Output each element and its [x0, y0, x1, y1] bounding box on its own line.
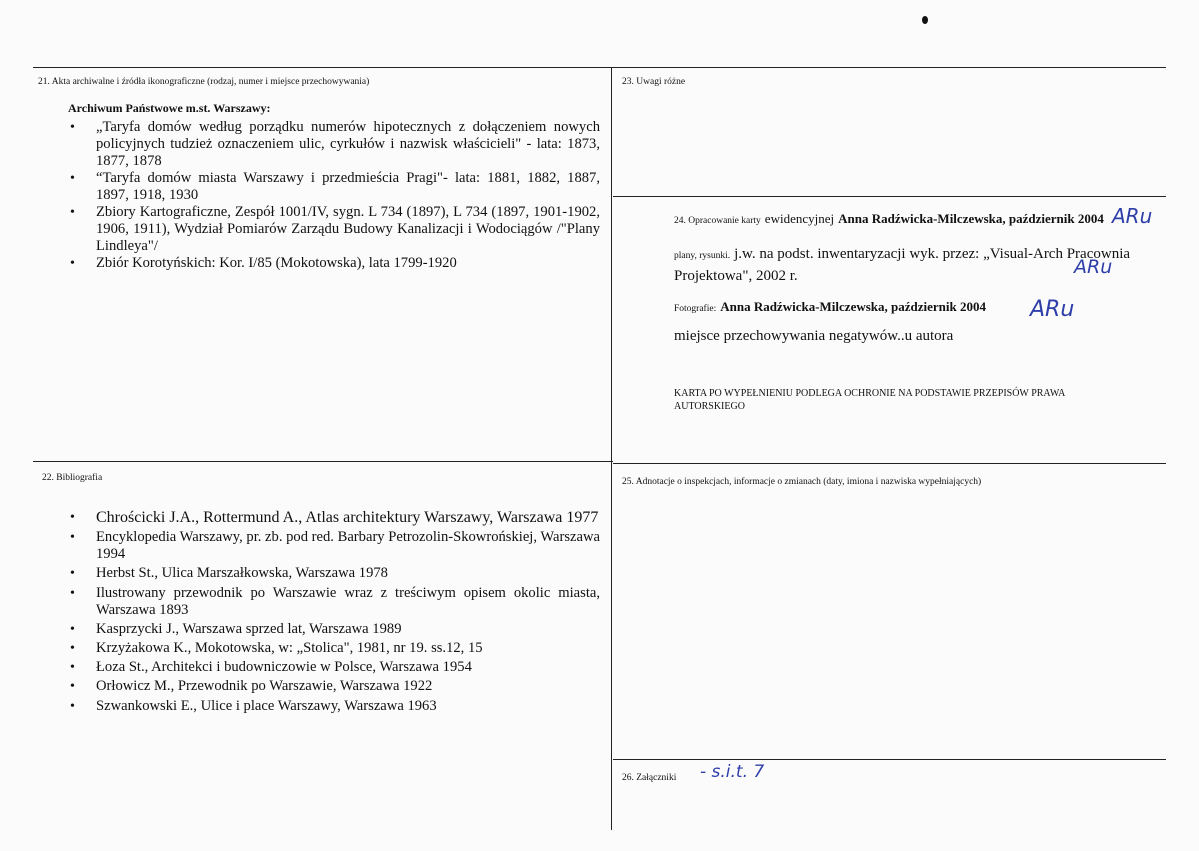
archive-item: • Zbiór Korotyńskich: Kor. I/85 (Mokotowska), lata 1799-1920 — [96, 255, 600, 272]
section-22-label: 22. Bibliografia — [42, 473, 103, 483]
section-21-label: 21. Akta archiwalne i źródła ikonograficzne (rodzaj, numer i miejsce przechowywania) — [38, 77, 370, 87]
bibliography-item: • Orłowicz M., Przewodnik po Warszawie, Warszawa 1922 — [96, 678, 600, 695]
bibliography-item: • Łoza St., Architekci i budowniczowie w Polsce, Warszawa 1954 — [96, 659, 600, 676]
archive-item: • “Taryfa domów miasta Warszawy i przedmieścia Pragi"- lata: 1881, 1882, 1887, 1897, 1918, 1930 — [96, 170, 600, 204]
photos-label: Fotografie: — [674, 304, 717, 314]
plans-label: plany, rysunki. — [674, 251, 731, 261]
bibliography-item: • Szwankowski E., Ulice i place Warszawy, Warszawa 1963 — [96, 698, 600, 715]
archive-item: • Zbiory Kartograficzne, Zespół 1001/IV, sygn. L 734 (1897), L 734 (1897, 1901-1902, 1906, 1911), Wydział Pomiarów Zarządu Budowy Kanalizacji i Wodociągów /"Plany Lindleya"/ — [96, 204, 600, 255]
photos-block — [674, 298, 986, 316]
bibliography-item: • Encyklopedia Warszawy, pr. zb. pod red. Barbary Petrozolin-Skowrońskiej, Warszawa 1994 — [96, 529, 600, 563]
bibliography-item: • Kasprzycki J., Warszawa sprzed lat, Warszawa 1989 — [96, 621, 600, 638]
section-24-label-rest: ewidencyjnej — [764, 211, 835, 226]
bibliography-item: • Herbst St., Ulica Marszałkowska, Warszawa 1978 — [96, 565, 600, 582]
photos-value: Anna Radźwicka-Milczewska, październik 2004 — [720, 299, 986, 314]
section-24-header — [674, 210, 1144, 228]
section-23-label: 23. Uwagi różne — [622, 77, 686, 87]
right-25-26-border — [613, 759, 1166, 760]
archive-heading: Archiwum Państwowe m.st. Warszawy: — [68, 101, 271, 115]
right-23-24-border — [613, 196, 1166, 197]
plans-text: j.w. na podst. inwentaryzacji wyk. przez: „Visual-Arch Pracownia Projektowa", 2002 r. — [674, 246, 1131, 284]
section-24-label: 24. Opracowanie karty — [674, 216, 761, 226]
section-26-label: 26. Załączniki — [622, 773, 677, 783]
negatives-location: miejsce przechowywania negatywów..u autora — [674, 328, 954, 344]
section-22-content — [68, 508, 600, 717]
middle-left-border — [33, 461, 613, 462]
card-author-date: Anna Radźwicka-Milczewska, październik 2004 — [838, 211, 1104, 226]
attachments-handwritten: - s.i.t. 7 — [700, 762, 765, 782]
ink-dot — [922, 16, 928, 24]
bibliography-item: • Krzyżakowa K., Mokotowska, w: „Stolica", 1981, nr 19. ss.12, 15 — [96, 640, 600, 657]
section-25-label: 25. Adnotacje o inspekcjach, informacje o zmianach (daty, imiona i nazwiska wypełniających) — [622, 477, 982, 487]
bibliography-item: • Chrościcki J.A., Rottermund A., Atlas architektury Warszawy, Warszawa 1977 — [96, 508, 600, 527]
initials-signature: ARu — [1112, 204, 1153, 228]
archive-item: • „Taryfa domów według porządku numerów hipotecznych z dołączeniem nowych policyjnych tudzież oznaczeniem ulic, cyrkułów i nazwisk właścicieli" - lata: 1873, 1877, 1878 — [96, 119, 600, 170]
section-21-content — [68, 101, 600, 272]
right-24-25-border — [613, 463, 1166, 464]
top-border — [33, 67, 1166, 68]
bibliography-item: • Ilustrowany przewodnik po Warszawie wraz z treściwym opisem okolic miasta, Warszawa 1893 — [96, 585, 600, 619]
initials-signature: ARu — [1074, 256, 1113, 278]
copyright-notice: KARTA PO WYPEŁNIENIU PODLEGA OCHRONIE NA PODSTAWIE PRZEPISÓW PRAWA AUTORSKIEGO — [674, 388, 1065, 412]
initials-signature: ARu — [1030, 297, 1075, 322]
column-divider — [611, 67, 612, 830]
